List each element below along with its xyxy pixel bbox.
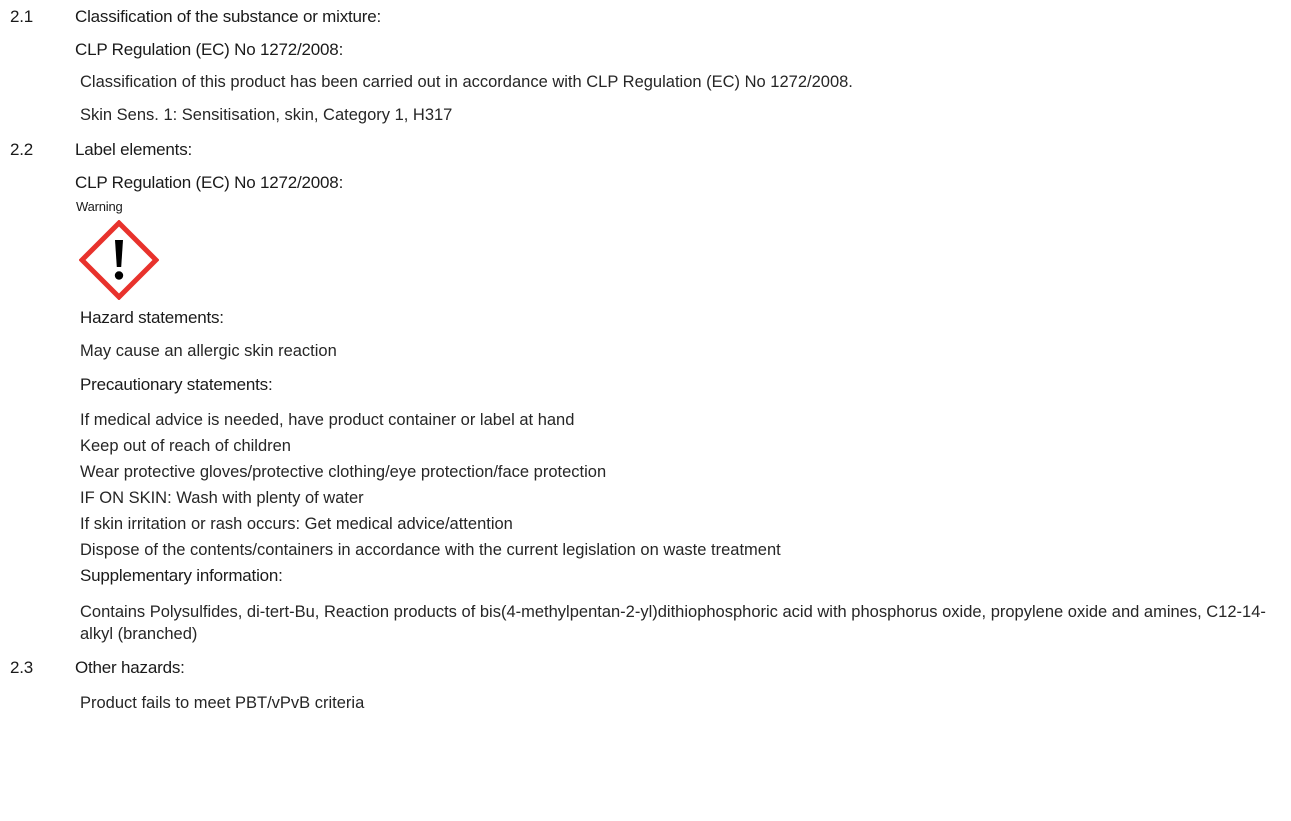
other-hazards-statement: Product fails to meet PBT/vPvB criteria: [80, 694, 365, 712]
section-number-2-1: 2.1: [10, 7, 34, 26]
precautionary-statement: IF ON SKIN: Wash with plenty of water: [80, 489, 364, 507]
exclamation-mark-hazard-icon: [79, 220, 159, 300]
regulation-heading: CLP Regulation (EC) No 1272/2008:: [75, 173, 344, 192]
signal-word: Warning: [76, 199, 123, 214]
classification-statement: Classification of this product has been carried out in accordance with CLP Regulation (EC) No 1272/2008.: [80, 73, 853, 91]
precautionary-statement: Wear protective gloves/protective clothing/eye protection/face protection: [80, 463, 607, 481]
section-title-other-hazards: Other hazards:: [75, 658, 185, 677]
precautionary-statement: If skin irritation or rash occurs: Get medical advice/attention: [80, 515, 513, 533]
classification-category: Skin Sens. 1: Sensitisation, skin, Category 1, H317: [80, 106, 453, 124]
precautionary-statements-heading: Precautionary statements:: [80, 375, 273, 394]
precautionary-statement: Dispose of the contents/containers in accordance with the current legislation on waste treatment: [80, 541, 781, 559]
hazard-statement: May cause an allergic skin reaction: [80, 342, 337, 360]
precautionary-statement: Keep out of reach of children: [80, 437, 291, 455]
supplementary-information-heading: Supplementary information:: [80, 566, 283, 585]
hazard-statements-heading: Hazard statements:: [80, 308, 224, 327]
section-number-2-2: 2.2: [10, 140, 34, 159]
section-title-label-elements: Label elements:: [75, 140, 193, 159]
regulation-heading: CLP Regulation (EC) No 1272/2008:: [75, 40, 344, 59]
supplementary-information-text: Contains Polysulfides, di-tert-Bu, Reaction products of bis(4-methylpentan-2-yl)dithiophosphoric acid with phosphorus oxide, propylene oxide and amines, C12-14-alkyl (branched): [80, 603, 1266, 643]
precautionary-statement: If medical advice is needed, have product container or label at hand: [80, 411, 575, 429]
section-title-classification: Classification of the substance or mixture:: [75, 7, 382, 26]
section-number-2-3: 2.3: [10, 658, 34, 677]
